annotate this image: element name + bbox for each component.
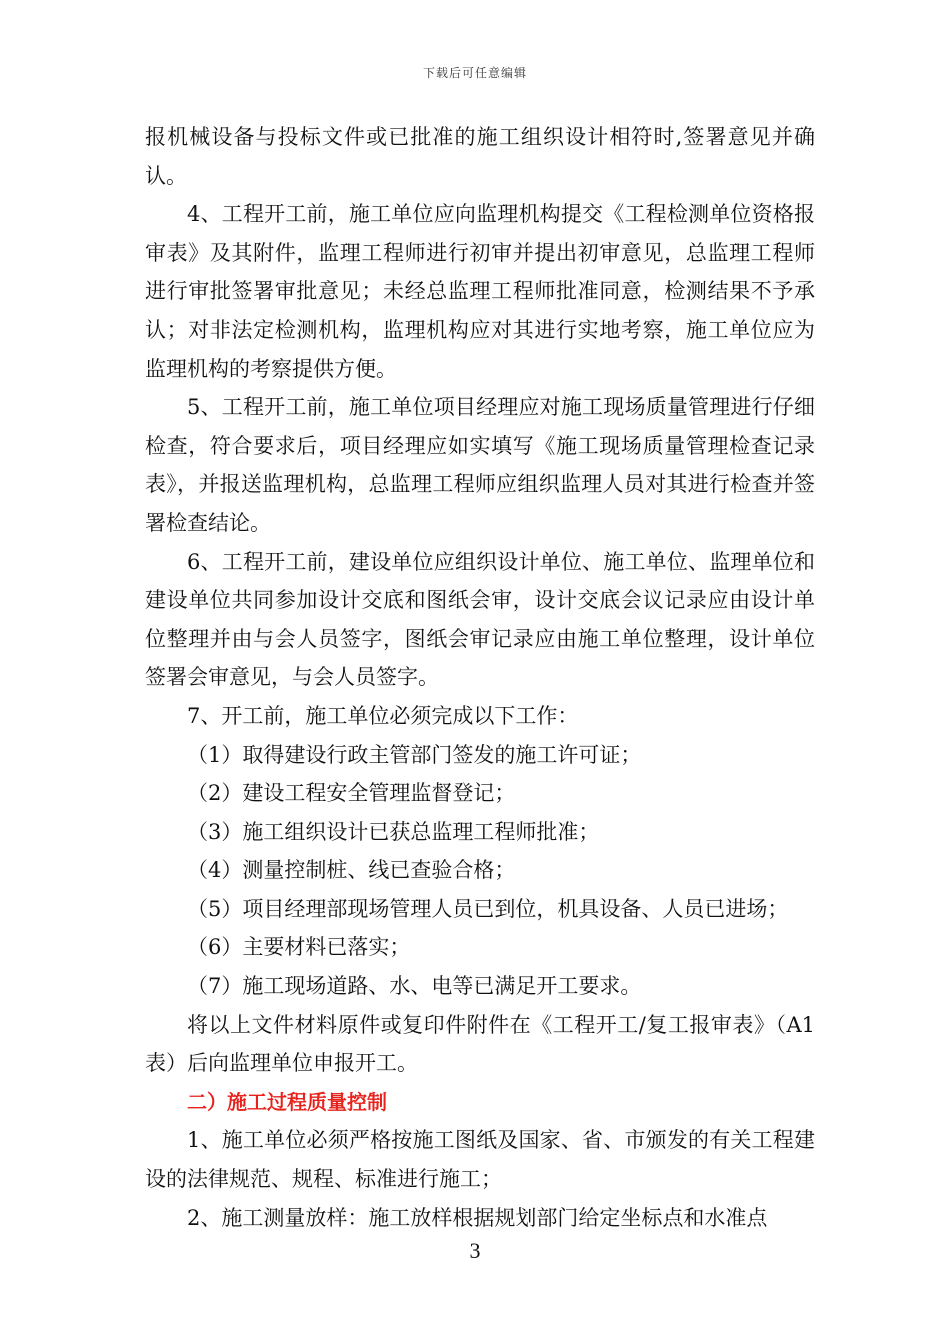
page-number: 3 bbox=[469, 1238, 481, 1263]
paragraph-item-6: 6、工程开工前，建设单位应组织设计单位、施工单位、监理单位和建设单位共同参加设计交底和图纸会审，设计交底会议记录应由设计单位整理并由与会人员签字，图纸会审记录应由施工单位整理，设计单位签署会审意见，与会人员签字。 bbox=[145, 549, 815, 690]
paragraph-continuation: 报机械设备与投标文件或已批准的施工组织设计相符时,签署意见并确认。 bbox=[145, 125, 815, 188]
list-item: （7）施工现场道路、水、电等已满足开工要求。 bbox=[187, 974, 642, 999]
section-heading: 二）施工过程质量控制 bbox=[187, 1089, 387, 1114]
list-item: （2）建设工程安全管理监督登记； bbox=[187, 781, 516, 806]
list-item: （6）主要材料已落实； bbox=[187, 935, 411, 960]
paragraph-process-1: 1、施工单位必须严格按施工图纸及国家、省、市颁发的有关工程建设的法律规范、规程、标准进行施工； bbox=[145, 1128, 815, 1192]
paragraph-process-2: 2、施工测量放样：施工放样根据规划部门给定坐标点和水准点 bbox=[187, 1205, 768, 1230]
paragraph-item-7: 7、开工前，施工单位必须完成以下工作： bbox=[187, 703, 579, 728]
page-header: 下载后可任意编辑 bbox=[422, 66, 527, 80]
paragraph-item-5: 5、工程开工前，施工单位项目经理应对施工现场质量管理进行仔细检查，符合要求后，项目经理应如实填写《施工现场质量管理检查记录表》，并报送监理机构，总监理工程师应组织监理人员对其进行检查并签署检查结论。 bbox=[145, 395, 815, 535]
paragraph-item-4: 4、工程开工前，施工单位应向监理机构提交《工程检测单位资格报审表》及其附件，监理工程师进行初审并提出初审意见，总监理工程师进行审批签署审批意见；未经总监理工程师批准同意，检测结果不予承认；对非法定检测机构，监理机构应对其进行实地考察，施工单位应为监理机构的考察提供方便。 bbox=[145, 202, 815, 381]
list-item: （1）取得建设行政主管部门签发的施工许可证； bbox=[187, 742, 642, 767]
list-item: （4）测量控制桩、线已查验合格； bbox=[187, 858, 516, 883]
list-item: （3）施工组织设计已获总监理工程师批准； bbox=[187, 819, 600, 844]
list-item: （5）项目经理部现场管理人员已到位，机具设备、人员已进场； bbox=[187, 896, 789, 921]
paragraph-submission: 将以上文件材料原件或复印件附件在《工程开工/复工报审表》（A1表）后向监理单位申报开工。 bbox=[145, 1012, 815, 1076]
document-body bbox=[145, 118, 815, 1237]
